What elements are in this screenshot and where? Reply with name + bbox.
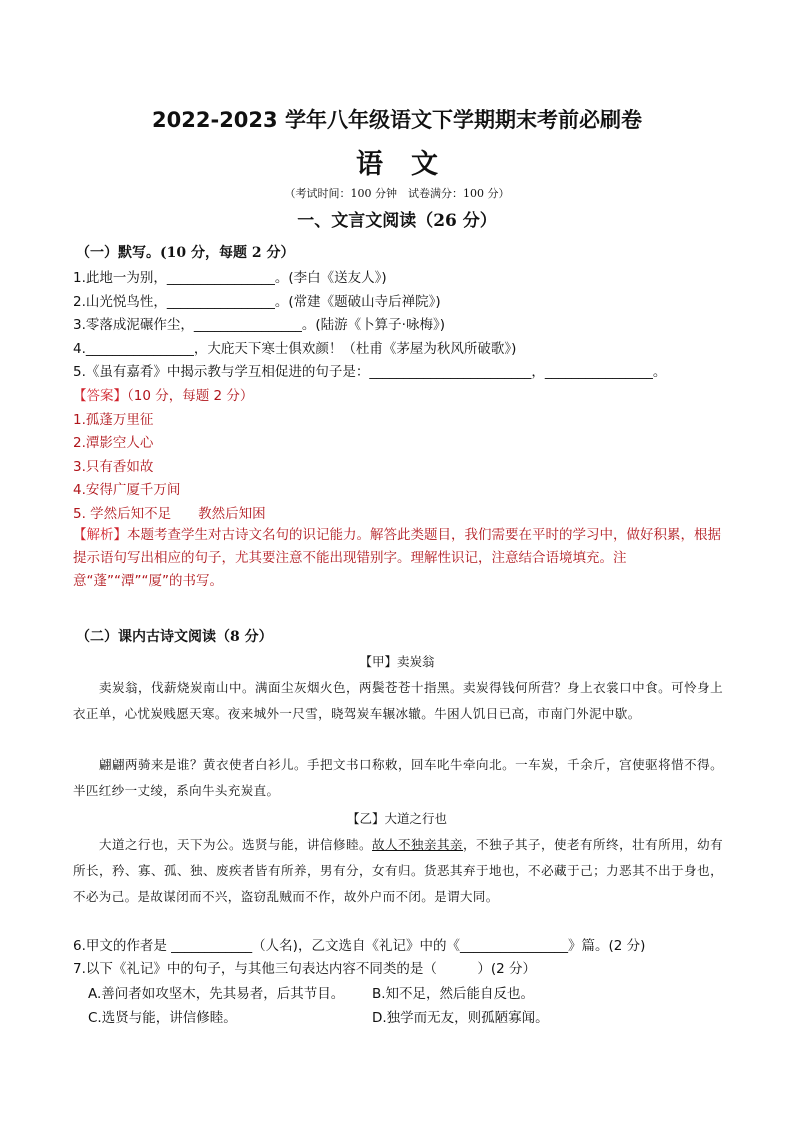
answer-5: 5. 学然后知不足 教然后知困 [73, 506, 266, 522]
question-6: 6.甲文的作者是 ____________（人名)，乙文选自《礼记》中的《________________》篇。(2 分) [73, 938, 646, 954]
poem-jia-paragraph-2: 翩翩两骑来是谁？黄衣使者白衫儿。手把文书口称敕，回车叱牛牵向北。一车炭，千余斤，宫使驱将惜不得。半匹红纱一丈绫，系向牛头充炭直。 [73, 757, 723, 798]
question-1: 1.此地一为别，________________。(李白《送友人》) [73, 270, 387, 286]
question-3: 3.零落成泥碾作尘，________________。(陆游《卜算子·咏梅》) [73, 317, 445, 333]
exam-info: （考试时间：100 分钟 试卷满分：100 分） [284, 187, 510, 200]
text-yi-part-b: ，不独子其子，使老有所终，壮有所用，幼有所长，矜、寡、孤、独、废疾者皆有所养，男有分，女有归。货恶其弃于地也，不必藏于己；力恶其不出于身也，不必为己。是故谋闭而不兴，盗窃乱贼而不作，故外户而不闭。是谓大同。 [73, 837, 723, 904]
paper-title: 2022-2023 学年八年级语文下学期期末考前必刷卷 [152, 108, 642, 132]
text-yi-paragraph [73, 832, 723, 910]
analysis-text: 本题考查学生对古诗文名句的识记能力。解答此类题目，我们需要在平时的学习中，做好积累，根据提示语句写出相应的句子，尤其要注意不能出现错别字。理解性识记，注意结合语境填充。注意“蓬”“潭”“厦”的书写。 [73, 527, 721, 589]
text-yi-underlined: 故人不独亲其亲 [372, 837, 464, 852]
subject-heading: 语文 [356, 149, 466, 180]
analysis-tag: 【解析】 [73, 527, 127, 543]
section-heading: 一、文言文阅读（26 分） [297, 211, 497, 231]
option-a: A.善问者如攻坚木，先其易者，后其节目。 [88, 986, 345, 1002]
poem-jia-title: 【甲】卖炭翁 [359, 654, 435, 669]
option-d: D.独学而无友，则孤陋寡闻。 [372, 1010, 549, 1026]
option-b: B.知不足，然后能自反也。 [372, 986, 535, 1002]
answer-4: 4.安得广厦千万间 [73, 482, 181, 498]
question-5: 5.《虽有嘉肴》中揭示教与学互相促进的句子是：________________________，________________。 [73, 364, 667, 380]
question-4: 4.________________，大庇天下寒士俱欢颜！（杜甫《茅屋为秋风所破歌》) [73, 341, 517, 357]
question-2: 2.山光悦鸟性，________________。(常建《题破山寺后禅院》) [73, 294, 441, 310]
answer-2: 2.潭影空人心 [73, 435, 154, 451]
part2-heading: （二）课内古诗文阅读（8 分） [76, 629, 273, 645]
answer-3: 3.只有香如故 [73, 459, 154, 475]
poem-jia-paragraph-1: 卖炭翁，伐薪烧炭南山中。满面尘灰烟火色，两鬓苍苍十指黑。卖炭得钱何所营？身上衣裳口中食。可怜身上衣正单，心忧炭贱愿天寒。夜来城外一尺雪，晓驾炭车辗冰辙。牛困人饥日已高，市南门外泥中歇。 [73, 680, 723, 721]
answer-heading [73, 384, 253, 404]
text-yi-title: 【乙】大道之行也 [346, 811, 447, 826]
answer-score: （10 分，每题 2 分） [127, 388, 254, 404]
analysis [73, 524, 723, 593]
question-7: 7.以下《礼记》中的句子，与其他三句表达内容不同类的是（ ）(2 分） [73, 961, 537, 977]
option-c: C.选贤与能，讲信修睦。 [88, 1010, 237, 1026]
answer-1: 1.孤蓬万里征 [73, 412, 154, 428]
text-yi-part-a: 大道之行也，天下为公。选贤与能，讲信修睦。 [99, 837, 373, 852]
part1-heading: （一）默写。(10 分，每题 2 分） [76, 245, 295, 261]
answer-tag: 【答案】 [73, 388, 127, 404]
